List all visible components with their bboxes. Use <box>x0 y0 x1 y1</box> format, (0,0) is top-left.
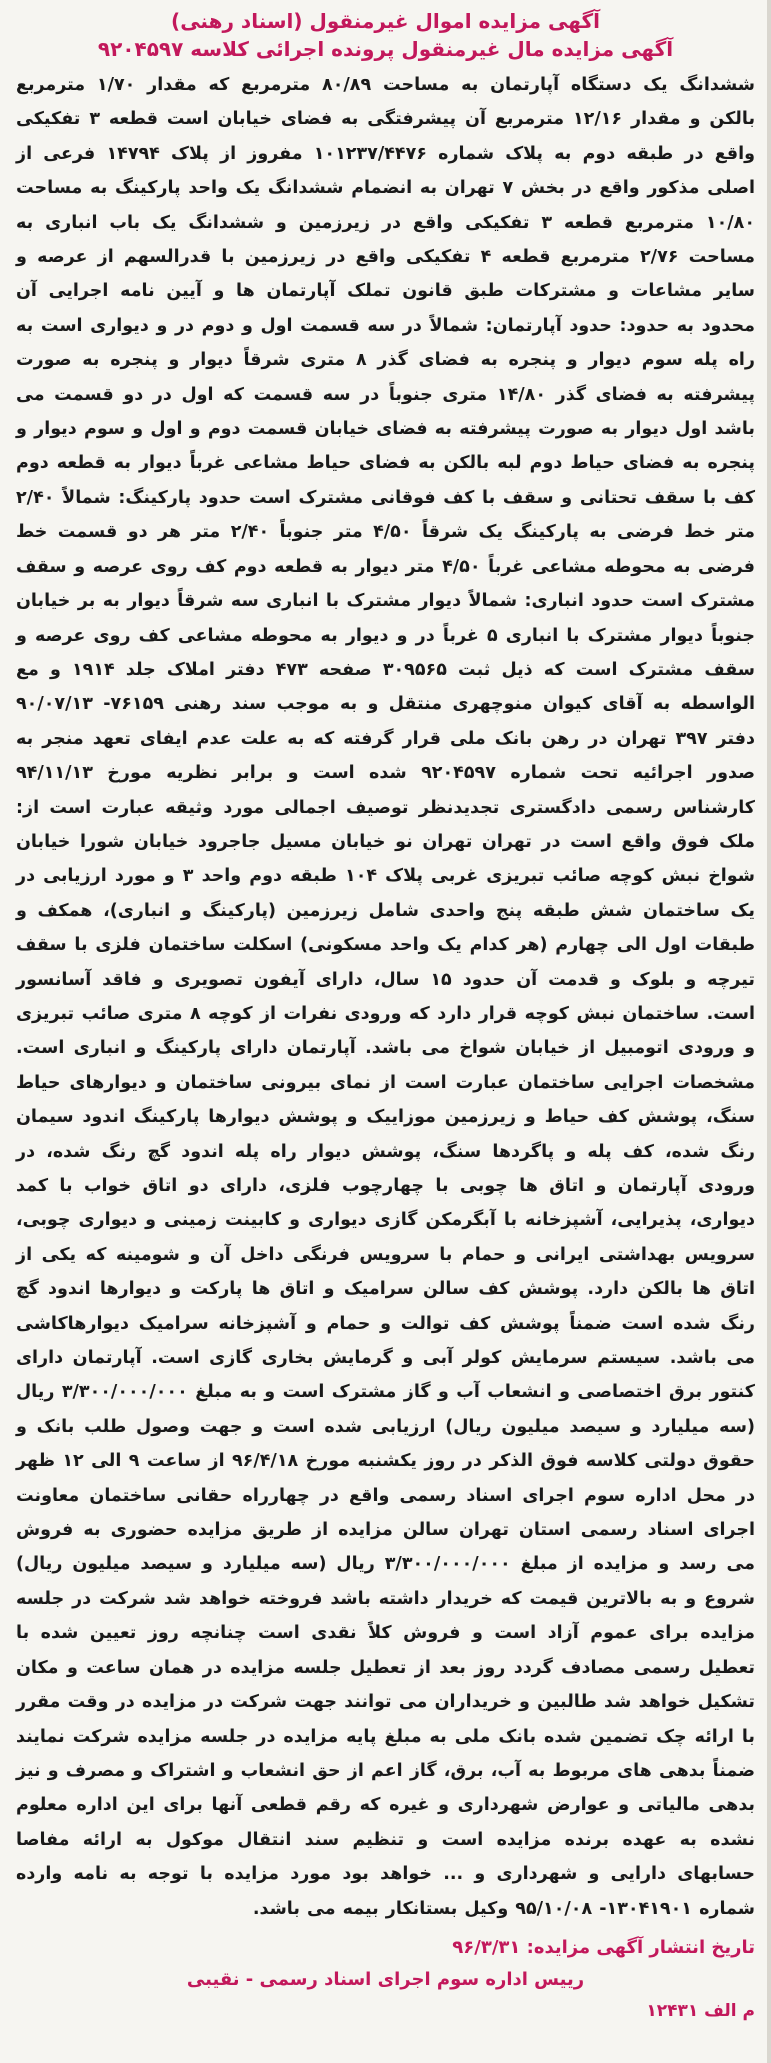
notice-title: آگهی مزایده اموال غیرمنقول (اسناد رهنی) <box>171 9 600 33</box>
page-edge <box>767 0 771 2063</box>
reference-code: م الف ۱۲۴۳۱ <box>646 2000 755 2021</box>
publish-date: تاریخ انتشار آگهی مزایده: ۹۶/۳/۳۱ <box>452 1936 755 1958</box>
notice-subtitle: آگهی مزایده مال غیرمنقول پرونده اجرائی کلاسه ۹۲۰۴۵۹۷ <box>97 37 674 61</box>
notice-footer <box>16 1932 755 2026</box>
notice-body: ششدانگ یک دستگاه آپارتمان به مساحت ۸۰/۸۹ مترمربع که مقدار ۱/۷۰ مترمربع بالکن و مقدار ۱۲/۱۶ مترمربع آن پیشرفتگی به فضای خیابان است قطعه ۳ تفکیکی واقع در طبقه دوم به پلاک شماره ۱۰۱۲۳۷/۴۴۷۶ مفروز از پلاک ۱۴۷۹۴ فرعی از اصلی مذکور واقع در بخش ۷ تهران به انضمام ششدانگ یک واحد پارکینگ به مساحت ۱۰/۸۰ مترمربع قطعه ۳ تفکیکی واقع در زیرزمین و ششدانگ یک باب انباری به مساحت ۲/۷۶ مترمربع قطعه ۴ تفکیکی واقع در زیرزمین با قدرالسهم از عرصه و سایر مشاعات و مشترکات طبق قانون تملک آپارتمان ها و آیین نامه اجرایی آن محدود به حدود: حدود آپارتمان: شمالاً در سه قسمت اول و دوم در و دیواری است به راه پله سوم دیوار و پنجره به فضای گذر ۸ متری شرقاً دیوار و پنجره به صورت پیشرفته به فضای گذر ۱۴/۸۰ متری جنوباً در سه قسمت که اول در دو قسمت می باشد اول دیوار به صورت پیشرفته به فضای خیابان قسمت دوم و اول و سوم دیوار و پنجره به فضای حیاط دوم لبه بالکن به فضای حیاط مشاعی غرباً دیوار به قطعه دوم کف با سقف تحتانی و سقف با کف فوقانی مشترک است حدود پارکینگ: شمالاً ۲/۴۰ متر خط فرضی به پارکینگ یک شرقاً ۴/۵۰ متر جنوباً ۲/۴۰ متر هر دو قسمت خط فرضی به محوطه مشاعی غرباً ۴/۵۰ متر دیوار به قطعه دوم کف روی عرصه و سقف مشترک است حدود انباری: شمالاً دیوار مشترک با انباری سه شرقاً دیوار به بر خیابان جنوباً دیوار مشترک با انباری ۵ غرباً در و دیوار به محوطه مشاعی کف روی عرصه و سقف مشترک است که ذیل ثبت ۳۰۹۵۶۵ صفحه ۴۷۳ دفتر املاک جلد ۱۹۱۴ و مع الواسطه به آقای کیوان منوچهری منتقل و به موجب سند رهنی ۷۶۱۵۹- ۹۰/۰۷/۱۳ دفتر ۳۹۷ تهران در رهن بانک ملی قرار گرفته که به علت عدم ایفای تعهد منجر به صدور اجرائیه تحت شماره ۹۲۰۴۵۹۷ شده است و برابر نظریه مورخ ۹۴/۱۱/۱۳ کارشناس رسمی دادگستری تجدیدنظر توصیف اجمالی مورد وثیقه عبارت است از: ملک فوق واقع است در تهران تهران نو خیابان مسیل جاجرود خیابان شورا خیابان شواخ نبش کوچه صائب تبریزی غربی پلاک ۱۰۴ طبقه دوم واحد ۳ و مورد ارزیابی در یک ساختمان شش طبقه پنج واحدی شامل زیرزمین (پارکینگ و انباری)، همکف و طبقات اول الی چهارم (هر کدام یک واحد مسکونی) اسکلت ساختمان فلزی با سقف تیرچه و بلوک و قدمت آن حدود ۱۵ سال، دارای آیفون تصویری و فاقد آسانسور است. ساختمان نبش کوچه قرار دارد که ورودی نفرات از کوچه ۸ متری صائب تبریزی و ورودی اتومبیل از خیابان شواخ می باشد. آپارتمان دارای پارکینگ و انباری است. مشخصات اجرایی ساختمان عبارت است از نمای بیرونی ساختمان و دیوارهای حیاط سنگ، پوشش کف حیاط و زیرزمین موزاییک و پوشش دیوارها پارکینگ اندود سیمان رنگ شده، کف پله و پاگردها سنگ، پوشش دیوار راه پله اندود گچ رنگ شده، در ورودی آپارتمان و اتاق ها چوبی با چهارچوب فلزی، دارای دو اتاق خواب با کمد دیواری، پذیرایی، آشپزخانه با آبگرمکن گازی دیواری و کابینت زمینی و دیواری چوبی، سرویس بهداشتی ایرانی و حمام با سرویس فرنگی داخل آن و شومینه که یکی از اتاق ها بالکن دارد. پوشش کف سالن سرامیک و اتاق ها پارکت و دیوارها اندود گچ رنگ شده است ضمناً پوشش کف توالت و حمام و آشپزخانه سرامیک دیوارهاکاشی می باشد. سیستم سرمایش کولر آبی و گرمایش بخاری گازی است. آپارتمان دارای کنتور برق اختصاصی و انشعاب آب و گاز مشترک است و به مبلغ ۳/۳۰۰/۰۰۰/۰۰۰ ریال (سه میلیارد و سیصد میلیون ریال) ارزیابی شده است و جهت وصول طلب بانک و حقوق دولتی کلاسه فوق الذکر در روز یکشنبه مورخ ۹۶/۴/۱۸ از ساعت ۹ الی ۱۲ ظهر در محل اداره سوم اجرای اسناد رسمی واقع در چهارراه حقانی ساختمان معاونت اجرای اسناد رسمی استان تهران سالن مزایده از طریق مزایده حضوری به فروش می رسد و مزایده از مبلغ ۳/۳۰۰/۰۰۰/۰۰۰ ریال (سه میلیارد و سیصد میلیون ریال) شروع و به بالاترین قیمت که خریدار داشته باشد فروخته خواهد شد شرکت در جلسه مزایده برای عموم آزاد است و فروش کلاً نقدی است چنانچه روز تعیین شده با تعطیل رسمی مصادف گردد روز بعد از تعطیل جلسه مزایده در همان ساعت و مکان تشکیل خواهد شد طالبین و خریداران می توانند جهت شرکت در مزایده در وقت مقرر با ارائه چک تضمین شده بانک ملی به مبلغ پایه مزایده در جلسه مزایده شرکت نمایند ضمناً بدهی های مربوط به آب، برق، گاز اعم از حق انشعاب و اشتراک و مصرف و نیز بدهی مالیاتی و عوارض شهرداری و غیره که رقم قطعی آنها برای این اداره معلوم نشده به عهده برنده مزایده است و تنظیم سند انتقال موکول به ارائه مفاصا حسابهای دارایی و شهرداری و ... خواهد بود مورد مزایده با توجه به نامه وارده شماره ۱۳۰۴۱۹۰۱- ۹۵/۱۰/۰۸ وکیل بستانکار بیمه می باشد. <box>16 75 756 1919</box>
signer: رییس اداره سوم اجرای اسناد رسمی - نقیبی <box>186 1968 585 1990</box>
